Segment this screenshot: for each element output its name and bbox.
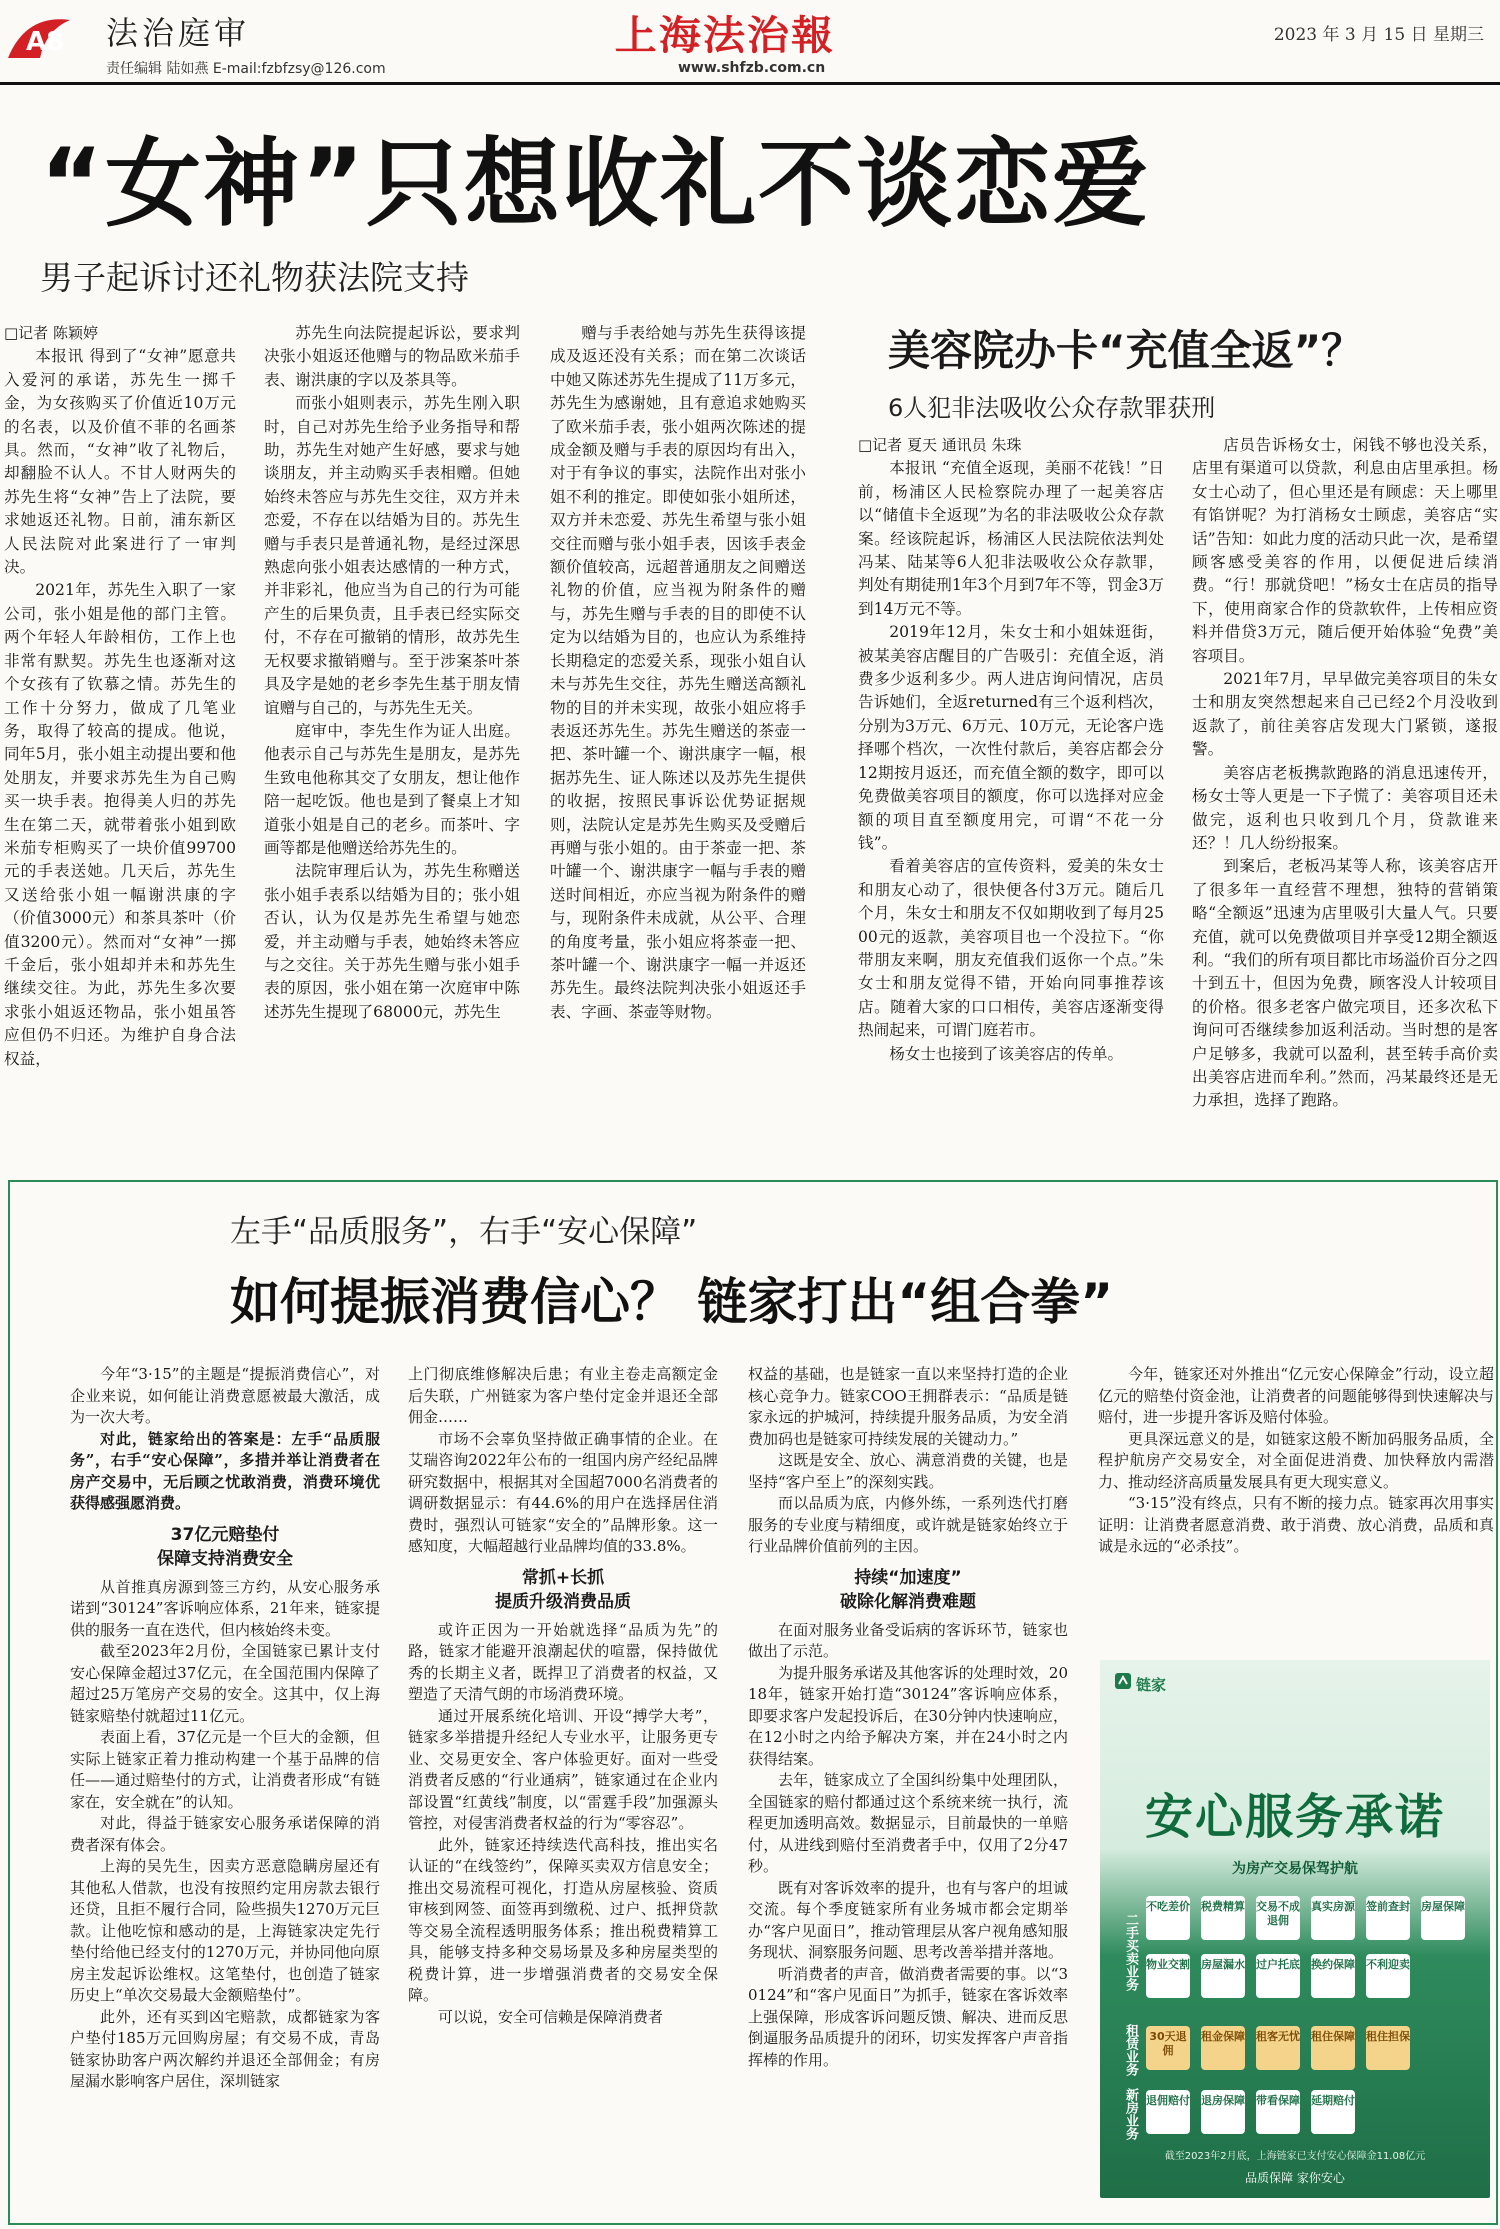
paragraph: 在面对服务业备受诟病的客诉环节，链家也做出了示范。	[748, 1620, 1068, 1660]
poster-row-label: 租赁业务	[1123, 2024, 1138, 2076]
paragraph: 而张小姐则表示，苏先生刚入职时，自己对苏先生给予业务指导和帮助，苏先生对她产生好感，要求与她谈朋友，并主动购买手表相赠。但她始终未答应与苏先生交往，双方并未恋爱，不存在以结婚为目的。苏先生赠与手表只是普通礼物，是经过深思熟虑向张小姐表达感情的一种方式，并非彩礼，他应当为自己的行为可能产生的后果负责，且手表已经实际交付，不存在可撤销的情形，故苏先生无权要求撤销赠与。至于涉案茶叶茶具及字是她的老乡李先生基于朋友情谊赠与自己的，与苏先生无关。	[264, 394, 520, 717]
paragraph: 到案后，老板冯某等人称，该美容店开了很多年一直经营不理想，独特的营销策略“全额返”迅速为店里吸引大量人气。只要充值，就可以免费做项目并享受12期全额返利。“我们的所有项目都比市场溢价百分之四十到五十，但因为免费，顾客没人计较项目的价格。很多老客户做完项目，还多次私下询问可否继续参加返利活动。当时想的是客户足够多，我就可以盈利，甚至转手高价卖出美容店进而牟利。”然而，冯某最终还是无力承担，选择了跑路。	[1192, 857, 1498, 1110]
promise-tile: 租金保障	[1201, 2026, 1245, 2070]
paragraph: 或许正因为一开始就选择“品质为先”的路，链家才能避开浪潮起伏的喧嚣，保持做优秀的长期主义者，既捍卫了消费者的权益，又塑造了天清气朗的市场消费环境。	[408, 1620, 718, 1703]
promise-tile: 租客无忧	[1256, 2026, 1300, 2070]
paragraph: “3·15”没有终点，只有不断的接力点。链家再次用事实证明：让消费者愿意消费、敢于消费、放心消费，品质和真诚是永远的“必杀技”。	[1098, 1494, 1494, 1555]
paragraph: 杨女士也接到了该美容店的传单。	[889, 1044, 1124, 1063]
poster-slogan: 品质保障 家你安心	[1245, 2171, 1345, 2185]
article1-column-3	[550, 322, 806, 1162]
poster-logo: 链家	[1136, 1676, 1167, 1694]
article-headline: “女神”只想收礼不谈恋爱	[40, 128, 1151, 240]
promise-tile: 房屋保障	[1421, 1896, 1465, 1940]
editor-line: 责任编辑 陆如燕 E-mail:fzbfzsy@126.com	[106, 61, 386, 77]
paragraph: 既有对客诉效率的提升，也有与客户的坦诚交流。每个季度链家所有业务城市都会定期举办“客户见面日”，推动管理层从客户视角感知服务现状、洞察服务问题、思考改善举措并落地。	[748, 1878, 1068, 1961]
paragraph: 2019年12月，朱女士和小姐妹逛街，被某美容店醒目的广告吸引：充值全返，消费多少返利多少。两人进店询问情况，店员告诉她们，全返returned有三个返利档次，分别为3万元、6万元、10万元，无论客户选择哪个档次，一次性付款后，美容店都会分12期按月返还，而充值全额的数字，即可以免费做美容项目的额度，你可以选择对应金额的项目直至额度用完，可谓“不花一分钱”。	[858, 623, 1164, 852]
poster-row-label: 二手买卖业务	[1123, 1913, 1138, 1991]
advert-poster	[1100, 1660, 1490, 2198]
paragraph: 本报讯 “充值全返现，美丽不花钱！”日前，杨浦区人民检察院办理了一起美容店以“储值卡全返现”为名的非法吸收公众存款案。经该院起诉，杨浦区人民法院依法判处冯某、陆某等6人犯非法吸收公众存款罪，判处有期徒刑1年3个月到7年不等，罚金3万到14万元不等。	[858, 459, 1164, 618]
article2-subtitle: 6人犯非法吸收公众存款罪获刑	[888, 394, 1216, 422]
advert-kicker: 左手“品质服务”，右手“安心保障”	[230, 1214, 698, 1250]
promise-tile: 延期赔付	[1311, 2090, 1355, 2134]
article2-col1-body	[858, 457, 1164, 1066]
paragraph: 去年，链家成立了全国纠纷集中处理团队，全国链家的赔付都通过这个系统来统一执行，流程更加透明高效。数据显示，目前最快的一单赔付，从进线到赔付至消费者手中，仅用了2分47秒。	[748, 1771, 1068, 1875]
page-number: A8	[26, 27, 65, 57]
article2-column-2	[1192, 434, 1498, 1162]
paragraph: 赠与手表给她与苏先生获得该提成及返还没有关系；而在第二次谈话中她又陈述苏先生提成了11万多元，苏先生为感谢她，且有意追求她购买了欧米茄手表，张小姐两次陈述的提成金额及赠与手表的原因均有出入，对于有争议的事实，法院作出对张小姐不利的推定。即使如张小姐所述，双方并未恋爱、苏先生希望与张小姐交往而赠与张小姐手表，因该手表金额价值较高，远超普通朋友之间赠送礼物的价值，应当视为附条件的赠与，苏先生赠与手表的目的即使不认定为以结婚为目的，也应认为系维持长期稳定的恋爱关系，现张小姐自认未与苏先生交往，苏先生赠送高额礼物的目的并未实现，故张小姐应将手表返还苏先生。苏先生赠送的茶壶一把、茶叶罐一个、谢洪康字一幅，根据苏先生、证人陈述以及苏先生提供的收据，按照民事诉讼优势证据规则，法院认定是苏先生购买及受赠后再赠与张小姐的。由于茶壶一把、茶叶罐一个、谢洪康字一幅与手表的赠送时间相近，亦应当视为附条件的赠与，现附条件未成就，从公平、合理的角度考量，张小姐应将茶壶一把、茶叶罐一个、谢洪康字一幅一并返还苏先生。最终法院判决张小姐返还手表、字画、茶壶等财物。	[550, 324, 806, 1021]
paragraph: 庭审中，李先生作为证人出庭。他表示自己与苏先生是朋友，是苏先生致电他称其交了女朋友，想让他作陪一起吃饭。他也是到了餐桌上才知道张小姐是自己的老乡。而茶叶、字画等都是他赠送给苏先生的。	[264, 721, 520, 857]
advert-column-2	[408, 1364, 718, 2209]
advert-column-3	[748, 1364, 1068, 2209]
paragraph: 此外，还有买到凶宅赔款，成都链家为客户垫付185万元回购房屋；有交易不成，青岛链家协助客户两次解约并退还全部佣金；有房屋漏水影响客户居住，深圳链家	[70, 2007, 380, 2090]
article2-title: 美容院办卡“充值全返”？	[888, 326, 1364, 375]
advert-column-1	[70, 1364, 380, 2209]
poster-row-newhome	[1110, 2086, 1480, 2142]
header-rule	[0, 82, 1500, 85]
paragraph: 为提升服务承诺及其他客诉的处理时效，2018年，链家开始打造“30124”客诉响应体系，即要求客户发起投诉后，在30分钟内快速响应，在12小时之内给予解决方案，并在24小时之内获得结案。	[748, 1663, 1068, 1768]
paragraph: 2021年7月，早早做完美容项目的朱女士和朋友突然想起来自己已经2个月没收到返款了，前往美容店发现大门紧锁，遂报警。	[1192, 670, 1498, 759]
page-number-badge	[6, 10, 72, 62]
paragraph: 看着美容店的宣传资料，爱美的朱女士和朋友心动了，很快便各付3万元。随后几个月，朱女士和朋友不仅如期收到了每月2500元的返款，美容项目也一个没拉下。“你带朋友来啊，朋友充值我们返你一个点。”朱女士和朋友觉得不错，开始向同事推荐该店。随着大家的口口相传，美容店逐渐变得热闹起来，可谓门庭若市。	[858, 857, 1164, 1040]
lianjia-logo-icon	[1114, 1672, 1132, 1690]
promise-tile: 签前查封	[1366, 1896, 1410, 1940]
paragraph: 听消费者的声音，做消费者需要的事。以“30124”和“客户见面日”为抓手，链家在客诉效率上强保障，形成客诉问题反馈、解决、进而反思倒逼服务品质提升的闭环，切实发挥客户声音指挥棒的作用。	[748, 1964, 1068, 2069]
paragraph: 上海的吴先生，因卖方恶意隐瞒房屋还有其他私人借款，也没有按照约定用房款去银行还贷，且拒不履行合同，险些损失1270万元巨款。让他吃惊和感动的是，上海链家决定先行垫付给他已经支付的1270万元，并协同他向原房主发起诉讼维权。这笔垫付，也创造了链家历史上“单次交易最大金额赔垫付”。	[70, 1857, 380, 2004]
promise-tile: 房屋漏水	[1201, 1954, 1245, 1998]
poster-footnote: 截至2023年2月底，上海链家已支付安心保障金11.08亿元	[1164, 2151, 1426, 2162]
site-url[interactable]: www.shfzb.com.cn	[678, 60, 826, 76]
article-byline: □记者 陈颖婷	[4, 324, 98, 342]
poster-title: 安心服务承诺	[1144, 1789, 1445, 1845]
paragraph: 此外，链家还持续迭代高科技，推出实名认证的“在线签约”，保障买卖双方信息安全；推出交易流程可视化，打造从房屋核验、资质审核到网签、面签再到缴税、过户、抵押贷款等交易全流程透明服务体系；推出税费精算工具，能够支持多种交易场景及多种房屋类型的税费计算，进一步增强消费者的交易安全保障。	[408, 1835, 718, 2004]
paragraph: 对此，得益于链家安心服务承诺保障的消费者深有体会。	[70, 1814, 380, 1854]
paragraph: 本报讯 得到了“女神”愿意共入爱河的承诺，苏先生一掷千金，为女孩购买了价值近10万元的名表，以及价值不菲的名画茶具。然而，“女神”收了礼物后，却翻脸不认人。不甘人财两失的苏先生将“女神”告上了法院，要求她返还礼物。日前，浦东新区人民法院对此案进行了一审判决。	[4, 347, 236, 577]
promise-tile: 换约保障	[1311, 1954, 1355, 1998]
paragraph: 权益的基础，也是链家一直以来坚持打造的企业核心竞争力。链家COO王拥群表示：“品质是链家永远的护城河，持续提升服务品质，为安全消费加码也是链家可持续发展的关键动力。”	[748, 1365, 1068, 1448]
paragraph: 对此，链家给出的答案是：左手“品质服务”，右手“安心保障”，多措并举让消费者在房产交易中，无后顾之忧敢消费，消费环境优获得感强愿消费。	[70, 1429, 380, 1512]
paragraph: 而以品质为底，内修外练，一系列迭代打磨服务的专业度与精细度，或许就是链家始终立于行业品牌价值前列的主因。	[748, 1494, 1068, 1555]
promise-tile: 租住担保	[1366, 2026, 1410, 2070]
paragraph: 2021年，苏先生入职了一家公司，张小姐是他的部门主管。两个年轻人年龄相仿，工作上也非常有默契。苏先生也逐渐对这个女孩有了钦慕之情。苏先生的工作十分努力，做成了几笔业务，取得了较高的提成。他说，同年5月，张小姐主动提出要和他处朋友，并要求苏先生为自己购买一块手表。抱得美人归的苏先生在第二天，就带着张小姐到欧米茄专柜购买了一块价值99700元的手表送她。几天后，苏先生又送给张小姐一幅谢洪康的字（价值3000元）和茶具茶叶（价值3200元）。然而对“女神”一掷千金后，张小姐却并未和苏先生继续交往。为此，苏先生多次要求张小姐返还物品，张小姐虽答应但仍不归还。为维护自身合法权益，	[4, 581, 236, 1068]
paragraph: 截至2023年2月份，全国链家已累计支付安心保障金超过37亿元，在全国范围内保障了超过25万笔房产交易的安全。这其中，仅上海链家赔垫付就超过11亿元。	[70, 1642, 380, 1725]
promise-tile: 退佣赔付	[1146, 2090, 1190, 2134]
masthead-logo: 上海法治報	[614, 12, 836, 59]
paragraph: 通过开展系统化培训、开设“搏学大考”，链家多举措提升经纪人专业水平，让服务更专业、交易更安全、客户体验更好。面对一些受消费者反感的“行业通病”，链家通过在企业内部设置“红黄线”制度，以“雷霆手段”加强源头管控，对侵害消费者权益的行为“零容忍”。	[408, 1706, 718, 1832]
article2-column-1	[858, 434, 1164, 1162]
promise-tile: 不吃差价	[1146, 1896, 1190, 1940]
paragraph: 法院审理后认为，苏先生称赠送张小姐手表系以结婚为目的；张小姐否认，认为仅是苏先生希望与她恋爱，并主动赠与手表，她始终未答应与之交往。关于苏先生赠与张小姐手表的原因，张小姐在第一次庭审中陈述苏先生提现了68000元，苏先生	[264, 862, 520, 1021]
paragraph: 今年“3·15”的主题是“提振消费信心”，对企业来说，如何能让消费意愿被最大激活，成为一次大考。	[70, 1365, 380, 1426]
promise-tile: 物业交割	[1146, 1954, 1190, 1998]
paragraph: 表面上看，37亿元是一个巨大的金额，但实际上链家正着力推动构建一个基于品牌的信任——通过赔垫付的方式，让消费者形成“有链家在，安全就在”的认知。	[70, 1728, 380, 1811]
promise-tile: 真实房源	[1311, 1896, 1355, 1940]
advert-column-4	[1098, 1364, 1494, 1654]
subsection-heading: 37亿元赔垫付 保障支持消费安全	[157, 1524, 293, 1569]
article-subhead: 男子起诉讨还礼物获法院支持	[40, 258, 469, 297]
paragraph: 苏先生向法院提起诉讼，要求判决张小姐返还他赠与的物品欧米茄手表、谢洪康的字以及茶具等。	[264, 324, 520, 389]
poster-row-label: 新房业务	[1123, 2088, 1138, 2140]
section-title: 法治庭审	[106, 14, 251, 52]
poster-row-rental	[1110, 2022, 1480, 2078]
paragraph: 店员告诉杨女士，闲钱不够也没关系，店里有渠道可以贷款，利息由店里承担。杨女士心动了，但心里还是有顾虑：天上哪里有馅饼呢？为打消杨女士顾虑，美容店“实话”告知：如此力度的活动只此一次，是希望顾客感受美容的作用，以便促进后续消费。“行！那就贷吧！”杨女士在店员的指导下，使用商家合作的贷款软件，上传相应资料并借贷3万元，随后便开始体验“免费”美容项目。	[1192, 436, 1498, 665]
promise-tile: 租住保障	[1311, 2026, 1355, 2070]
article1-column-1	[4, 322, 236, 1162]
promise-tile: 30天退佣	[1146, 2026, 1190, 2070]
promise-tile: 带看保障	[1256, 2090, 1300, 2134]
advert-title: 如何提振消费信心？ 链家打出“组合拳”	[230, 1273, 1114, 1331]
article1-col1-body	[4, 345, 236, 1071]
poster-row-secondhand	[1110, 1892, 1480, 2012]
subsection-heading: 常抓+长抓 提质升级消费品质	[495, 1567, 631, 1612]
paragraph: 这既是安全、放心、满意消费的关键，也是坚持“客户至上”的深刻实践。	[748, 1451, 1068, 1491]
paragraph: 上门彻底维修解决后患；有业主卷走高额定金后失联，广州链家为客户垫付定金并退还全部佣金……	[408, 1365, 718, 1426]
article2-byline: □记者 夏天 通讯员 朱珠	[858, 436, 1022, 454]
promise-tile: 交易不成退佣	[1256, 1896, 1300, 1940]
paragraph: 市场不会辜负坚持做正确事情的企业。在艾瑞咨询2022年公布的一组国内房产经纪品牌研究数据中，根据其对全国超7000名消费者的调研数据显示：有44.6%的用户在选择居住消费时，强烈认可链家“安全的”品牌形象。这一感知度，大幅超越行业品牌均值的33.8%。	[408, 1429, 718, 1555]
subsection-heading: 持续“加速度” 破除化解消费难题	[840, 1567, 976, 1612]
issue-date: 2023 年 3 月 15 日 星期三	[1273, 25, 1484, 45]
poster-subtitle: 为房产交易保驾护航	[1232, 1861, 1358, 1877]
paragraph: 今年，链家还对外推出“亿元安心保障金”行动，设立超亿元的赔垫付资金池，让消费者的问题能够得到快速解决与赔付，进一步提升客诉及赔付体验。	[1098, 1365, 1494, 1426]
paragraph: 更具深远意义的是，如链家这般不断加码服务品质，全程护航房产交易安全，对全面促进消费、加快释放内需潜力、推动经济高质量发展具有更大现实意义。	[1098, 1429, 1494, 1491]
promise-tile: 不利迎卖	[1366, 1954, 1410, 1998]
paragraph: 可以说，安全可信赖是保障消费者	[438, 2007, 664, 2026]
promise-tile: 税费精算	[1201, 1896, 1245, 1940]
promise-tile: 过户托底	[1256, 1954, 1300, 1998]
paragraph: 美容店老板携款跑路的消息迅速传开，杨女士等人更是一下子慌了：美容项目还未做完，返利也只收到几个月，贷款谁来还？！几人纷纷报案。	[1192, 763, 1498, 852]
promise-tile: 退房保障	[1201, 2090, 1245, 2134]
paragraph: 从首推真房源到签三方约，从安心服务承诺到“30124”客诉响应体系，21年来，链家提供的服务一直在迭代，但内核始终未变。	[70, 1577, 380, 1639]
article1-column-2	[264, 322, 520, 1162]
